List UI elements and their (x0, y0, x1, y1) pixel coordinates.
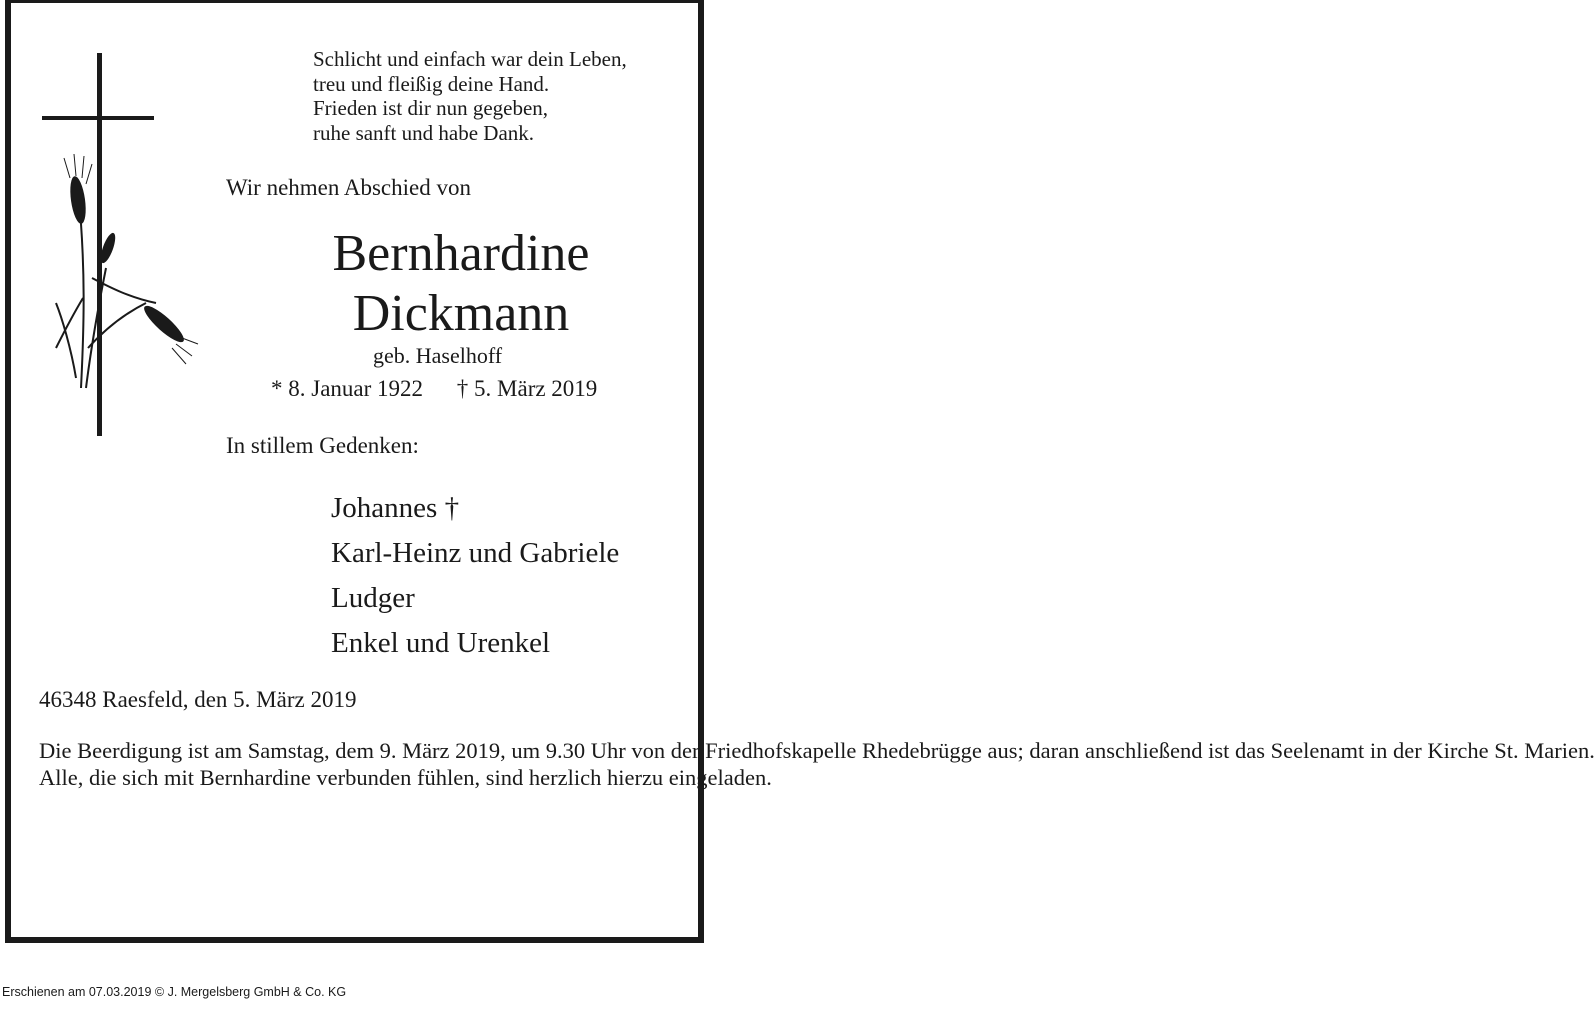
mourner: Karl-Heinz und Gabriele (331, 537, 620, 569)
death-date: † 5. März 2019 (456, 376, 598, 401)
deceased-last-name: Dickmann (352, 285, 570, 342)
memory-intro: In stillem Gedenken: (226, 433, 419, 458)
funeral-notice (39, 737, 1595, 791)
maiden-name: geb. Haselhoff (373, 343, 503, 368)
poem-line: treu und fleißig deine Hand. (313, 71, 550, 96)
wheat-ears-icon (56, 188, 156, 388)
mourner: Enkel und Urenkel (331, 627, 551, 659)
funeral-details: Die Beerdigung ist am Samstag, dem 9. März 2019, um 9.30 Uhr von der Friedhofskapelle Rhedebrügge aus; daran anschließend ist das Seelenamt in der Kirche St. Marien. (39, 738, 1595, 763)
obituary-frame (5, 0, 1595, 943)
birth-date: * 8. Januar 1922 (271, 376, 424, 401)
deceased-first-name: Bernhardine (332, 225, 590, 282)
poem (313, 47, 627, 145)
wheat-ear-left (64, 154, 92, 225)
poem-line: Frieden ist dir nun gegeben, (313, 96, 549, 120)
mourner: Ludger (331, 582, 415, 614)
cross-icon (42, 53, 154, 436)
life-dates (271, 376, 597, 402)
wheat-ear-right (140, 301, 198, 364)
mourner: Johannes † (331, 492, 460, 524)
funeral-invitation: Alle, die sich mit Bernhardine verbunden fühlen, sind herzlich hierzu eingeladen. (39, 765, 772, 790)
poem-line: ruhe sanft und habe Dank. (313, 120, 535, 145)
poem-line: Schlicht und einfach war dein Leben, (313, 47, 627, 71)
place-date: 46348 Raesfeld, den 5. März 2019 (39, 687, 357, 712)
publication-footer: Erschienen am 07.03.2019 © J. Mergelsberg GmbH & Co. KG (2, 985, 347, 999)
farewell-intro: Wir nehmen Abschied von (226, 175, 471, 200)
cross-wheat-illustration (36, 48, 206, 448)
mourners-list (331, 486, 619, 666)
